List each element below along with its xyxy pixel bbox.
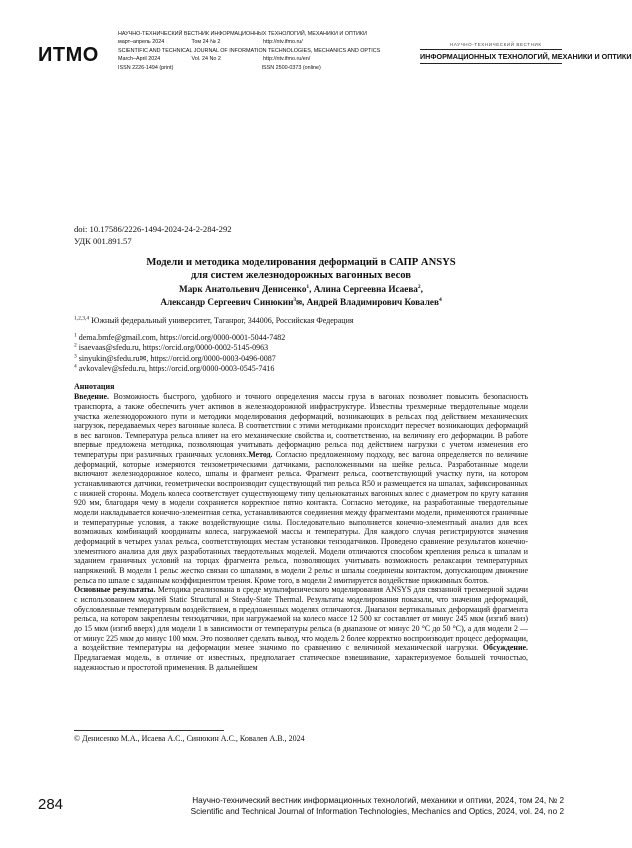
intro-text: Возможность быстрого, удобного и точного определения массы груза в вагонах позволяет повысить безопасность транспорта, а также обеспечить учет активов в железнодорожной инфраструктуре. Известны трехмерные твердотельные модели участка железнодорожного пути и методики моделирования деформаций, возникающих в рельсах под действием механических нагрузок, передаваемых через вагонные колеса. В соответствии с этими методиками происходит пересчет возникающих деформаций в вес вагонов. Температура рельса влияет на его механические свойства и, соответственно, на величину его деформации. В работе впервые предложена методика, позволяющая учитывать деформацию рельса под действием нагрузки с учетом изменения его температуры при различных граничных условиях. [74,392,528,460]
contact-2[interactable] [74,343,528,353]
annotation-heading: Аннотация [74,382,115,392]
author-1-sup: 1 [306,283,310,290]
issn-online: ISSN 2500-0373 (online) [261,64,321,71]
journal-url-en[interactable]: http://ntv.ifmo.ru/en/ [263,56,311,63]
issue-date-ru: март–апрель 2024 [118,39,165,46]
header-info [118,30,448,72]
contact-4-sup: 4 [74,363,77,370]
method-label: Метод. [248,450,273,460]
contact-2-text[interactable]: isaevaas@sfedu.ru, https://orcid.org/0000-0002-5145-0963 [78,343,269,353]
author-2: Алина Сергеевна Исаева [313,284,418,294]
journal-logo-main: ИНФОРМАЦИОННЫХ ТЕХНОЛОГИЙ, МЕХАНИКИ И ОПТИКИ [420,49,562,64]
journal-header [38,30,632,90]
article-body [74,223,528,672]
footer-line-en: Scientific and Technical Journal of Information Technologies, Mechanics and Optics, 2024, vol. 24, no 2 [190,806,564,816]
footer-line-ru: Научно-технический вестник информационных технологий, механики и оптики, 2024, том 24, № 2 [192,796,564,805]
intro-label: Введение. [74,392,109,402]
authors: Марк Анатольевич Денисенко$^1$, Алина Сергеевна Исаева$^2$, Александр Сергеевич Синюкин$^3$✉, Андрей Владимирович Ковалев$^4$ [160,283,442,307]
issue-date-en: March–April 2024 [118,56,161,63]
contact-2-sup: 2 [74,342,77,349]
journal-logo [420,42,632,68]
author-2-sup: 2 [417,283,421,290]
author-contacts [74,333,528,374]
doi[interactable]: doi: 10.17586/2226-1494-2024-24-2-284-292 [74,224,232,234]
envelope-icon: ✉ [296,299,302,307]
copyright: © Денисенко М.А., Исаева А.С., Синюкин А.С., Ковалев А.В., 2024 [74,734,305,743]
author-4: Андрей Владимирович Ковалев [306,297,439,307]
itmo-logo: ИТМО [38,44,99,66]
results-label: Основные результаты. [74,585,156,595]
contact-3[interactable] [74,354,528,364]
journal-url-ru[interactable]: http://ntv.ifmo.ru/ [263,39,303,46]
contact-4-text[interactable]: avkovalev@sfedu.ru, https://orcid.org/0000-0003-0545-7416 [78,363,275,373]
header-issn [118,64,448,72]
issue-volume-en: Vol. 24 No 2 [191,56,221,63]
title-line-1: Модели и методика моделирования деформаций в САПР ANSYS [146,257,456,268]
page-number: 284 [38,796,64,813]
affiliation-sup: 1,2,3,4 [74,315,90,322]
udc: УДК 001.891.57 [74,236,132,246]
journal-logo-small: НАУЧНО-ТЕХНИЧЕСКИЙ ВЕСТНИК [450,42,542,47]
contact-4[interactable] [74,364,528,374]
results-text: Методика реализована в среде мультифизического моделирования ANSYS для связанной трехмерной задачи с использованием модулей Static Structural и Steady-State Thermal. Результаты моделирования показали, что значения деформаций, обусловленные температурным воздействием, в предложенных моделях отличаются. Диапазон вертикальных деформаций фрагмента рельса, на котором закреплены тензодатчики, при нагружаемой на колесо массе 12 500 кг составляет от минус 245 мкм (изгиб вниз) до 15 мкм (изгиб вверх) для модели 1 в зависимости от температуры рельса (в диапазоне от минус 20 °С до 50 °С), а для модели 2 — от минус 225 мкм до минус 100 мкм. Это позволяет сделать вывод, что модель 2 более корректно воспроизводит процесс деформации, а воздействие температуры на деформации менее значимо по сравнению с величиной механической нагрузки. [74,585,529,653]
contact-1-sup: 1 [74,332,77,339]
footnote-divider [74,730,224,731]
header-title-ru: НАУЧНО-ТЕХНИЧЕСКИЙ ВЕСТНИК ИНФОРМАЦИОННЫХ ТЕХНОЛОГИЙ, МЕХАНИКИ И ОПТИКИ [118,31,367,37]
discussion-text: Предлагаемая модель, в отличие от известных, предполагает статическое взвешивание, характеризуемое большей точностью, надежностью и простотой применения. В дальнейшем [74,652,528,672]
contact-3-text[interactable]: sinyukin@sfedu.ru✉, https://orcid.org/0000-0003-0496-0087 [78,353,276,363]
author-3-sup: 3 [293,296,297,303]
header-issue-en [118,55,448,63]
author-4-sup: 4 [438,296,442,303]
affiliation [74,316,528,326]
article-title [74,256,528,282]
contact-1-text[interactable]: dema.bmfe@gmail.com, https://orcid.org/0000-0001-5044-7482 [78,333,286,342]
contact-1[interactable] [74,333,528,343]
header-title-en: SCIENTIFIC AND TECHNICAL JOURNAL OF INFORMATION TECHNOLOGIES, MECHANICS AND OPTICS [118,47,381,54]
header-issue-ru [118,38,448,46]
contact-3-sup: 3 [74,352,77,359]
issn-print: ISSN 2226-1494 (print) [118,64,174,71]
issue-volume-ru: Том 24 № 2 [191,39,221,46]
journal-footer [142,796,564,817]
author-3: Александр Сергеевич Синюкин [160,297,294,307]
title-line-2: для систем железнодорожных вагонных весов [190,270,412,281]
discussion-label: Обсуждение. [482,643,528,653]
author-1: Марк Анатольевич Денисенко [179,284,307,294]
affiliation-text: Южный федеральный университет, Таганрог, 344006, Российская Федерация [91,316,354,325]
abstract [74,392,528,672]
method-text: Согласно предложенному подходу, вес вагона определяется по величине деформаций, которые измеряются тензометрическими датчиками, расположенными на шейке рельса. Разработанные модели включают железнодорожное колесо, шпалы и фрагмент рельса. Фрагмент рельса, соответствующий участку пути, на котором устанавливаются датчики, геометрически воспроизводит существующий тип рельса R50 и размещается на шпалах, зафиксированных с нижней стороны. Модель колеса соответствует существующему типу цельнокатаных вагонных колес с диаметром по кругу катания 920 мм, благодаря чему в модели сохраняется корректное пятно контакта. Согласно методике, на разработанные твердотельные модели накладывается конечно-элементная сетка, устанавливаются соединения между фрагментами модели, применяются граничные и температурные условия, а также воздействующие силы. Последовательно выполняется конечно-элементный анализ для всех возможных комбинаций координаты колеса, нагружаемой массы и температуры. Для каждого случая регистрируются значения деформаций в четырех узлах рельса, соответствующих местам установки тензодатчиков. Проведено сравнение результатов конечно-элементного анализа для двух разработанных твердотельных моделей. Модели отличаются способом крепления рельса к шпалам и заданием граничных условий на торцах фрагмента рельса, позволяющих учитывать возможность релаксации температурных напряжений. В модели 1 рельс жестко связан со шпалами, в модели 2 рельс и шпалы соединены контактом, допускающим движение рельса по шпале с заданным коэффициентом трения. Кроме того, в модели 2 имитируется воздействие прижимных болтов. [74,450,528,585]
